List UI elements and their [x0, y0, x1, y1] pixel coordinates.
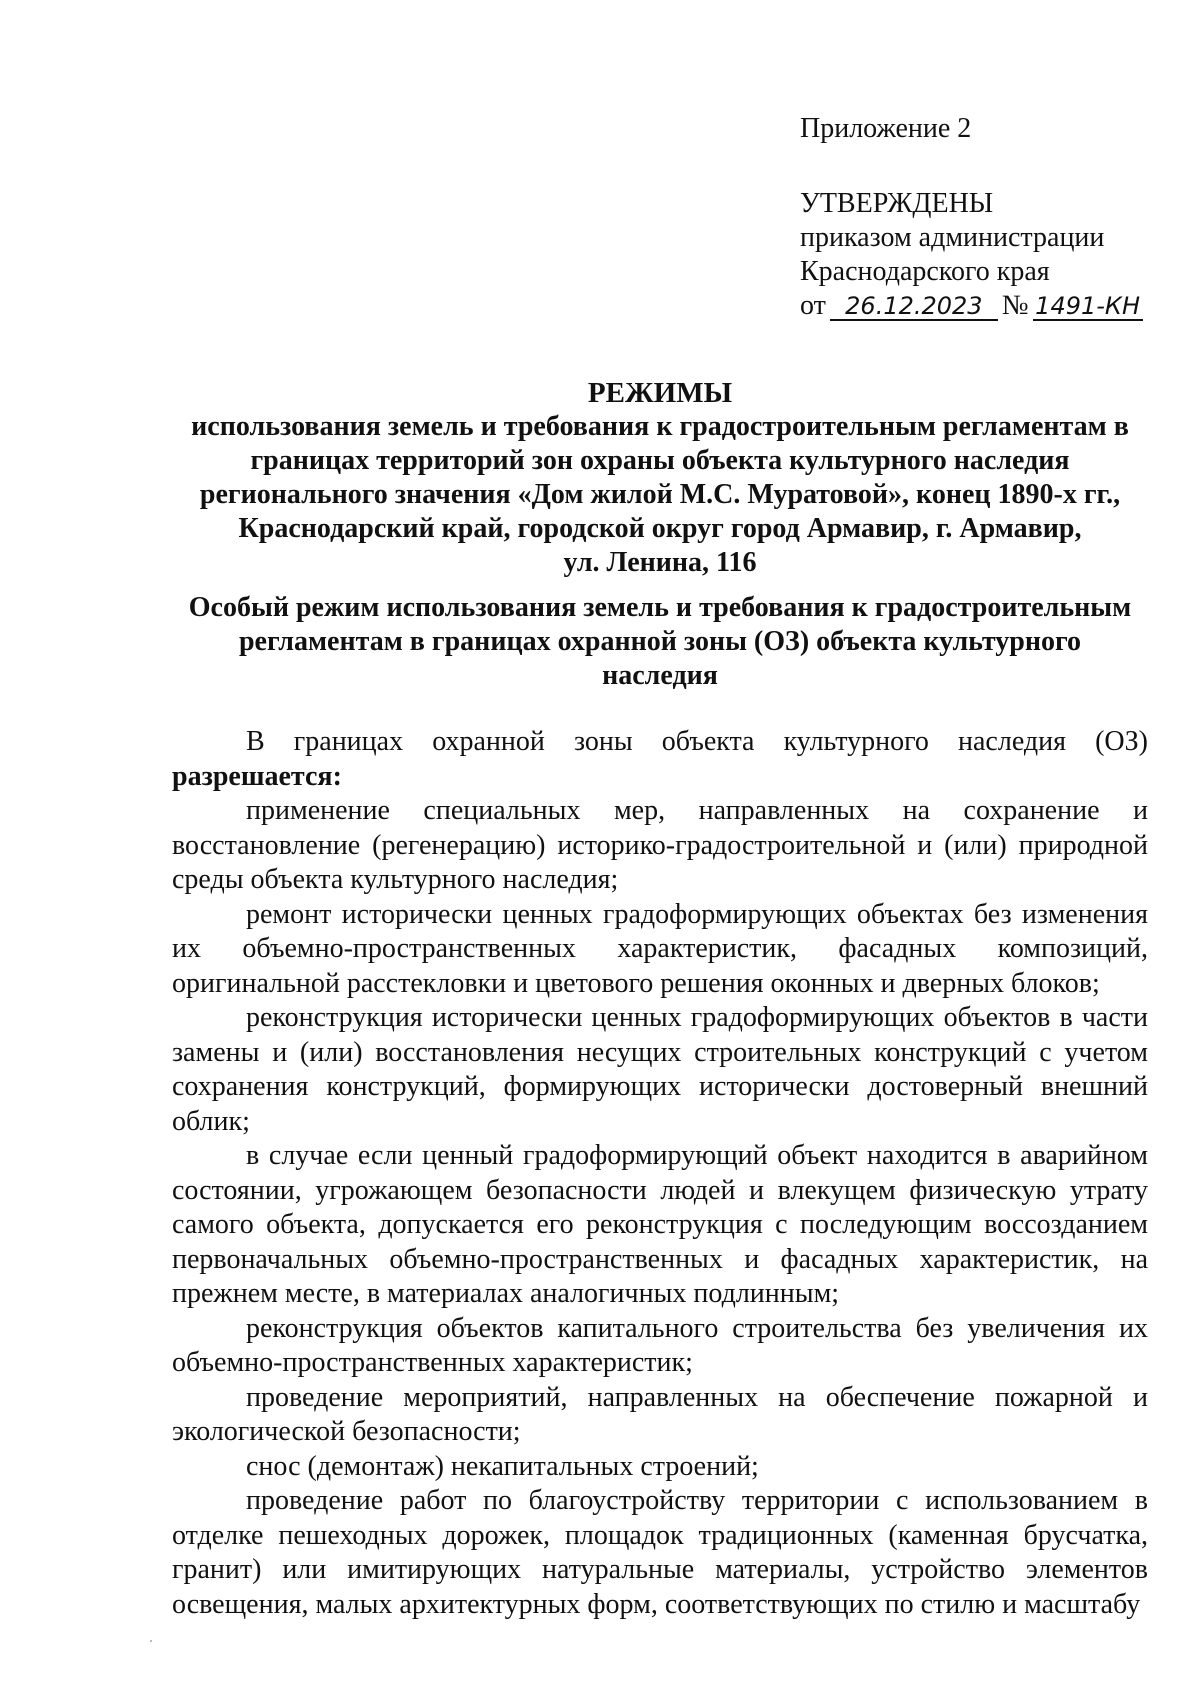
body-paragraph: применение специальных мер, направленных на сохранение и восстановление (регенерацию) историко-градостроительной и (или) природной среды объекта культурного наследия; — [172, 795, 1148, 895]
intro-text: В границах охранной зоны объекта культурного наследия (ОЗ) — [246, 726, 1148, 757]
section-title-line: Особый режим использования земель и требования к градостроительным — [188, 592, 1132, 623]
title-line: ул. Ленина, 116 — [563, 547, 757, 578]
section-title-line: регламентам в границах охранной зоны (ОЗ) объекта культурного — [238, 626, 1082, 657]
body-paragraph: реконструкция исторически ценных градоформирующих объектов в части замены и (или) восстановления несущих строительных конструкций с учетом сохранения конструкций, формирующих исторически достоверный внешний облик; — [172, 1002, 1148, 1137]
approval-title: УТВЕРЖДЕНЫ — [800, 188, 994, 219]
body-paragraph: ремонт исторически ценных градоформирующих объектах без изменения их объемно-пространственных характеристик, фасадных композиций, оригинальной расстекловки и цветового решения оконных и дверных блоков; — [172, 898, 1148, 999]
title-line: границах территорий зон охраны объекта культурного наследия — [250, 445, 1070, 476]
date-prefix: от — [800, 290, 826, 321]
approval-line-1: приказом администрации — [800, 222, 1105, 253]
appendix-label: Приложение 2 — [800, 113, 972, 144]
body-paragraph: проведение мероприятий, направленных на обеспечение пожарной и экологической безопасности; — [172, 1381, 1148, 1447]
body-paragraph: в случае если ценный градоформирующий объект находится в аварийном состоянии, угрожающем безопасности людей и влекущем физическую утрату самого объекта, допускается его реконструкция с последующим воссозданием первоначальных объемно-пространственных и фасадных характеристик, на прежнем месте, в материалах аналогичных подлинным; — [172, 1140, 1148, 1309]
document-title — [170, 376, 1150, 580]
scan-speck — [150, 1640, 152, 1642]
intro-bold: разрешается: — [172, 760, 342, 792]
approval-line-2: Краснодарского края — [800, 256, 1050, 287]
handwritten-date: 26.12.2023 — [830, 293, 998, 321]
number-prefix: № — [1001, 290, 1029, 321]
section-title — [170, 591, 1150, 693]
title-line: Краснодарский край, городской округ город Армавир, г. Армавир, — [238, 513, 1082, 544]
section-title-line: наследия — [602, 660, 718, 691]
title-line: регионального значения «Дом жилой М.С. Муратовой», конец 1890-х гг., — [199, 479, 1121, 510]
title-main: РЕЖИМЫ — [587, 377, 733, 409]
body-paragraph: снос (демонтаж) некапитальных строений; — [246, 1450, 759, 1482]
intro-paragraph — [172, 725, 1148, 794]
handwritten-number: 1491-КН — [1033, 293, 1143, 321]
body-paragraph: реконструкция объектов капитального строительства без увеличения их объемно-пространственных характеристик; — [172, 1312, 1148, 1378]
approval-date-line — [800, 289, 1143, 323]
approval-block — [800, 187, 1143, 323]
title-line: использования земель и требования к градостроительным регламентам в — [191, 411, 1129, 442]
body-paragraph: проведение работ по благоустройству территории с использованием в отделке пешеходных дорожек, площадок традиционных (каменная брусчатка, гранит) или имитирующих натуральные материалы, устройство элементов освещения, малых архитектурных форм, соответствующих по стилю и масштабу — [172, 1485, 1148, 1620]
document-body — [172, 725, 1148, 1622]
